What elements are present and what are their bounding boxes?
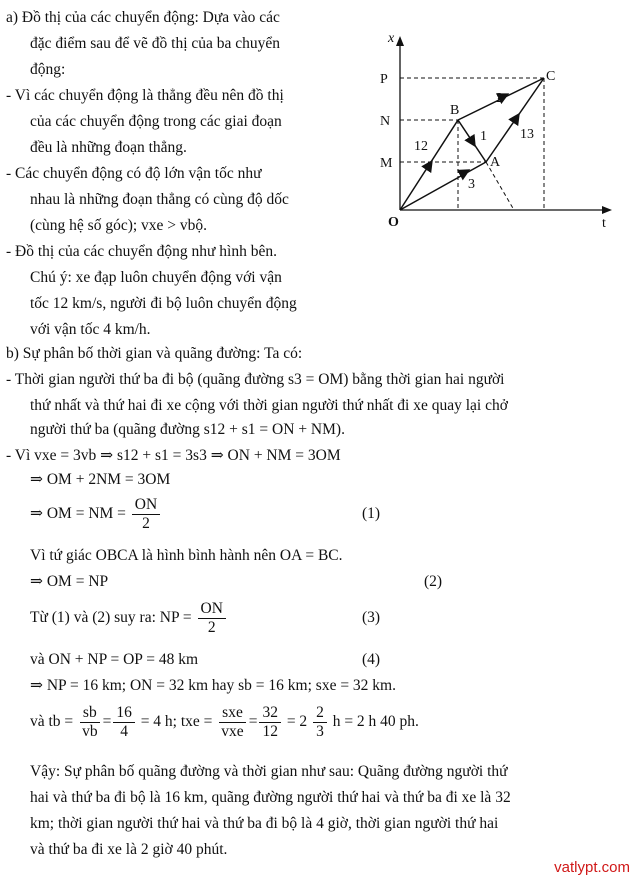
- fraction-num: sxe: [219, 704, 246, 723]
- segment-2-label: 2: [496, 91, 503, 106]
- part-a-line-7: - Các chuyển động có độ lớn vận tốc như: [6, 165, 262, 182]
- equation-3-number: (3): [362, 609, 381, 626]
- time-equation: [30, 704, 419, 741]
- t-axis-arrow-icon: [602, 206, 612, 214]
- fraction-den: 12: [262, 723, 278, 740]
- conclusion-line-4: và thứ ba đi xe là 2 giờ 40 phút.: [30, 841, 228, 858]
- fraction-num: 2: [313, 704, 327, 723]
- part-b-line-2: - Thời gian người thứ ba đi bộ (quãng đường s3 = OM) bằng thời gian hai người: [6, 371, 505, 388]
- fraction-den: vxe: [221, 723, 244, 740]
- point-m-label: M: [380, 156, 393, 171]
- tb-prefix: và tb =: [30, 713, 74, 731]
- conclusion-line-1: Vậy: Sự phân bố quãng đường và thời gian như sau: Quãng đường người thứ: [30, 763, 508, 780]
- part-a-line-3: động:: [30, 61, 66, 78]
- fraction-den: 2: [207, 619, 216, 636]
- point-n-label: N: [380, 114, 391, 129]
- part-b-line-8: Vì tứ giác OBCA là hình bình hành nên OA = BC.: [30, 547, 343, 564]
- segment-13-label: 13: [520, 127, 534, 142]
- fraction-on-over-2: [132, 496, 160, 533]
- fraction-num: 32: [259, 704, 281, 723]
- fraction-sxe-vxe: [218, 704, 246, 741]
- part-b-line-5: - Vì vxe = 3vb ⇒ s12 + s1 = 3s3 ⇒ ON + NM = 3OM: [6, 447, 341, 464]
- part-b-line-3: thứ nhất và thứ hai đi xe cộng với thời gian người thứ nhất đi xe quay lại chở: [30, 397, 508, 414]
- segment-3-label: 3: [468, 177, 475, 192]
- conclusion-line-2: hai và thứ ba đi bộ là 16 km, quãng đường người thứ hai và thứ ba đi xe là 32: [30, 789, 511, 806]
- fraction-den: 4: [120, 723, 128, 740]
- conclusion-line-3: km; thời gian người thứ hai và thứ ba đi bộ là 4 giờ, thời gian người thứ hai: [30, 815, 499, 832]
- equation-3: [30, 600, 228, 637]
- fraction-den: vb: [82, 723, 98, 740]
- fraction-32-12: [259, 704, 281, 741]
- part-b-line-4: người thứ ba (quãng đường s12 + s1 = ON + NM).: [30, 421, 345, 438]
- motion-graph: [374, 30, 624, 230]
- equation-1-lhs: ⇒ OM = NM =: [30, 505, 126, 523]
- segment-1-label: 1: [480, 129, 487, 144]
- part-a-line-6: đều là những đoạn thẳng.: [30, 139, 187, 156]
- txe-mixed-whole: = 2: [286, 713, 308, 731]
- part-b-line-9: ⇒ OM = NP: [30, 573, 109, 590]
- fraction-num: sb: [80, 704, 100, 723]
- segment-12-label: 12: [414, 139, 428, 154]
- part-b-line-11: và ON + NP = OP = 48 km: [30, 651, 199, 668]
- equation-2-number: (2): [424, 573, 443, 590]
- fraction-16-4: [113, 704, 135, 741]
- part-b-line-12: ⇒ NP = 16 km; ON = 32 km hay sb = 16 km; sxe = 32 km.: [30, 677, 396, 694]
- fraction-num: ON: [132, 496, 160, 515]
- fraction-num: 16: [113, 704, 135, 723]
- point-a-label: A: [490, 155, 501, 170]
- axis-x-label: x: [388, 31, 395, 46]
- equation-1: [30, 496, 162, 533]
- fraction-2-3: [313, 704, 327, 741]
- part-a-line-5: của các chuyển động trong các giai đoạn: [30, 113, 282, 130]
- part-b-line-1: b) Sự phân bố thời gian và quãng đường: Ta có:: [6, 345, 303, 362]
- part-a-line-1: a) Đồ thị của các chuyển động: Dựa vào các: [6, 9, 280, 26]
- tb-value: = 4 h; txe =: [140, 713, 213, 731]
- equals-sign: =: [248, 713, 258, 731]
- equation-1-number: (1): [362, 505, 381, 522]
- part-a-line-13: với vận tốc 4 km/h.: [30, 321, 151, 338]
- x-axis-arrow-icon: [396, 36, 404, 46]
- fraction-sb-vb: [79, 704, 101, 741]
- origin-label: O: [388, 215, 399, 230]
- part-a-line-8: nhau là những đoạn thẳng có cùng độ dốc: [30, 191, 289, 208]
- axis-t-label: t: [602, 216, 606, 230]
- part-a-line-10: - Đồ thị của các chuyển động như hình bên.: [6, 243, 277, 260]
- point-b-label: B: [450, 103, 460, 118]
- equation-4-number: (4): [362, 651, 381, 668]
- equals-sign: =: [102, 713, 112, 731]
- point-p-label: P: [380, 72, 388, 87]
- part-a-line-11: Chú ý: xe đạp luôn chuyển động với vận: [30, 269, 282, 286]
- equation-3-lhs: Từ (1) và (2) suy ra: NP =: [30, 609, 192, 627]
- txe-value: h = 2 h 40 ph.: [332, 713, 419, 731]
- fraction-num: ON: [198, 600, 226, 619]
- fraction-den: 3: [316, 723, 324, 740]
- watermark: vatlypt.com: [554, 859, 630, 876]
- part-b-line-6: ⇒ OM + 2NM = 3OM: [30, 471, 171, 488]
- point-c-label: C: [546, 69, 556, 84]
- part-a-line-12: tốc 12 km/s, người đi bộ luôn chuyển động: [30, 295, 297, 312]
- fraction-den: 2: [142, 515, 150, 532]
- part-a-line-9: (cùng hệ số góc); vxe > vbộ.: [30, 217, 208, 234]
- fraction-on-over-2-b: [198, 600, 226, 637]
- part-a-line-4: - Vì các chuyển động là thẳng đều nên đồ thị: [6, 87, 284, 104]
- part-a-line-2: đặc điểm sau để vẽ đồ thị của ba chuyển: [30, 35, 281, 52]
